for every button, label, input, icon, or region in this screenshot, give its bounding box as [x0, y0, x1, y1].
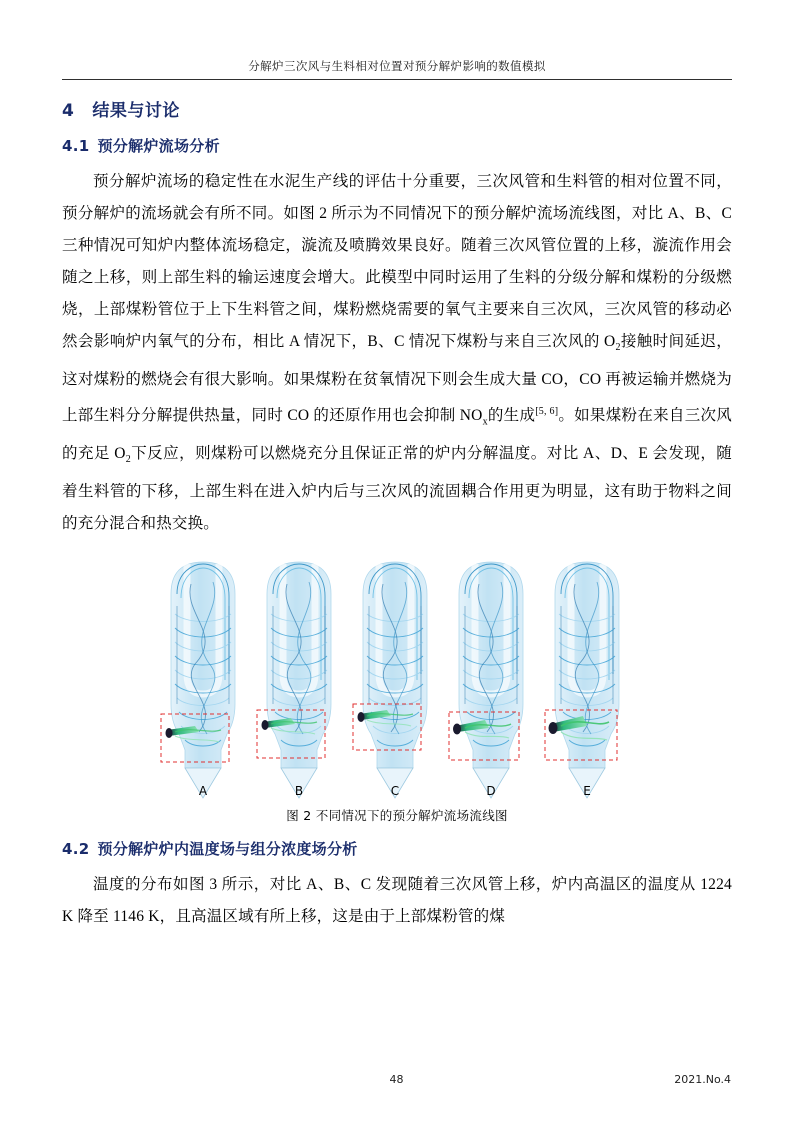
subsection-number-2: 4.2 [62, 840, 90, 859]
paragraph-text-part-1: 预分解炉流场的稳定性在水泥生产线的评估十分重要，三次风管和生料管的相对位置不同，预分解炉的流场就会有所不同。如图 2 所示为不同情况下的预分解炉流场流线图，对比 A、B、C 三种情况可知炉内整体流场稳定，漩流及喷腾效果良好。随着三次风管位置的上移，漩流作用会随之上移，则上部生料的输运速度会增大。此模型中同时运用了生料的分级分解和煤粉的分级燃烧，上部煤粉管位于上下生料管之间，煤粉燃烧需要的氧气主要来自三次风，三次风管的移动必然会影响炉内氧气的分布，相比 A 情况下，B、C 情况下煤粉与来自三次风的 O [62, 173, 732, 350]
subscript-nox: x [482, 416, 488, 428]
paragraph-temperature-field: 温度的分布如图 3 所示，对比 A、B、C 发现随着三次风管上移，炉内高温区的温度从 1224 K 降至 1146 K，且高温区域有所上移，这是由于上部煤粉管的煤 [62, 876, 732, 926]
subsection-title-2: 预分解炉炉内温度场与组分浓度场分析 [97, 840, 358, 859]
figure-label-e: E [583, 784, 591, 799]
paragraph-text-part-5: 下反应，则煤粉可以燃烧充分且保证正常的炉内分解温度。对比 A、D、E 会发现，随着生料管的下移，上部生料在进入炉内后与三次风的流固耦合作用更为明显，这有助于物料之间的充分混合和热交换。 [62, 445, 732, 533]
calciner-streamline-diagram [157, 554, 637, 804]
subscript-o2-b: 2 [125, 454, 131, 466]
section-heading [62, 96, 732, 121]
figure-case-labels [157, 784, 637, 802]
subsection-heading-4-2 [62, 838, 732, 859]
calciner-case-c [358, 562, 428, 798]
figure-label-d: D [486, 784, 496, 799]
subsection-heading-4-1 [62, 135, 732, 156]
calciner-case-a [166, 562, 236, 798]
subsection-number: 4.1 [62, 137, 90, 155]
subsection-title: 预分解炉流场分析 [97, 137, 220, 155]
page-number: 48 [389, 1073, 404, 1086]
section-number: 4 [62, 101, 75, 121]
paragraph-text-part-3: 的生成 [487, 407, 536, 425]
running-header: 分解炉三次风与生料相对位置对预分解炉影响的数值模拟 [248, 59, 546, 73]
page-content [62, 58, 732, 933]
issue-label: 2021.No.4 [674, 1073, 731, 1086]
paragraph-flow-field [62, 166, 732, 540]
figure-2-caption: 图 2 不同情况下的预分解炉流场流线图 [286, 808, 508, 824]
figure-2 [62, 554, 732, 824]
page-footer [62, 1073, 731, 1086]
subscript-o2-a: 2 [615, 342, 621, 354]
figure-label-c: C [390, 784, 400, 799]
section-title: 结果与讨论 [92, 101, 180, 121]
paragraph-text-part-2: 接触时间延迟，这对煤粉的燃烧会有很大影响。如果煤粉在贫氧情况下则会生成大量 CO，CO 再被运输并燃烧为上部生料分分解提供热量，同时 CO 的还原作用也会抑制 NO [62, 333, 733, 425]
paragraph-text-part-4: 。如果煤粉在来自三次风的充足 O [62, 407, 732, 463]
figure-label-a: A [198, 784, 208, 799]
citation-reference[interactable]: [5, 6] [535, 406, 559, 418]
calciner-case-b [262, 562, 332, 798]
header-rule [62, 79, 732, 80]
calciner-case-e [549, 562, 620, 798]
calciner-case-d [453, 562, 523, 798]
figure-2-image [157, 554, 637, 804]
figure-label-b: B [294, 784, 304, 799]
